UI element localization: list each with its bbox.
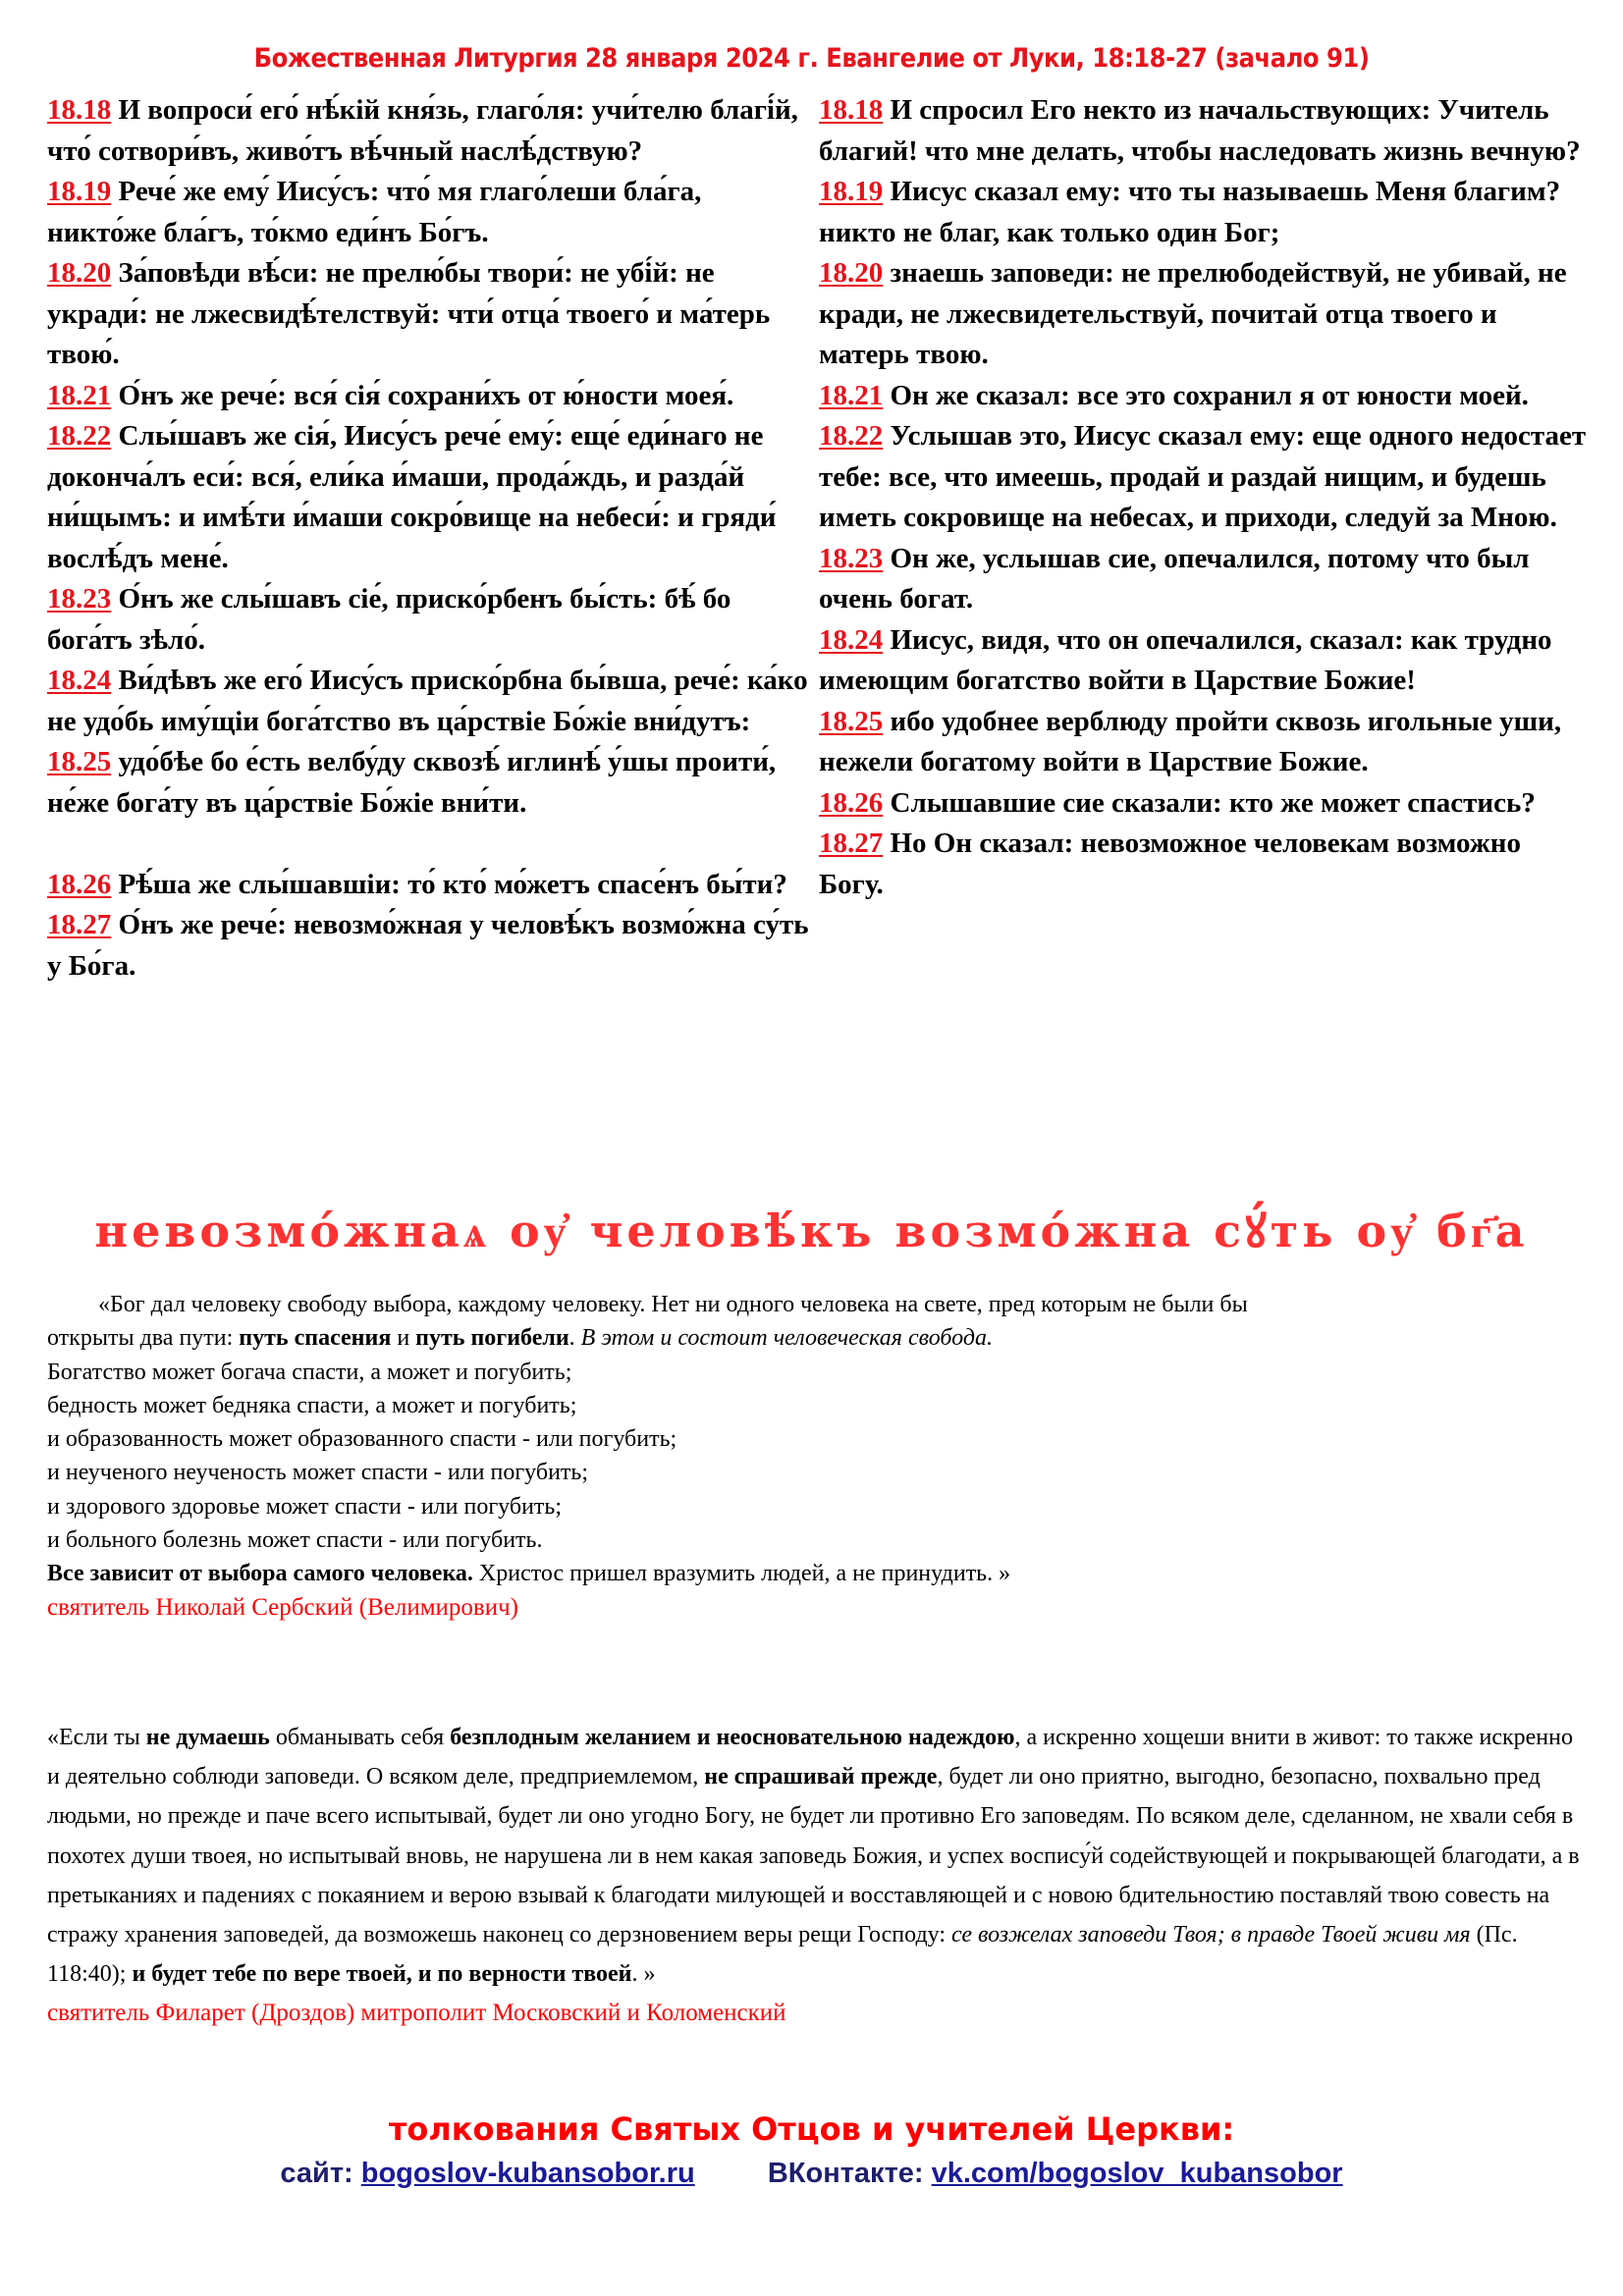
quote-bold: Все зависит от выбора самого человека. (47, 1561, 473, 1587)
verse-number[interactable]: 18.18 (47, 94, 112, 126)
quote-line: и больного болезнь может спасти - или погубить. (47, 1527, 543, 1554)
verse-number[interactable]: 18.26 (47, 868, 112, 900)
verse-cs-18-27 (47, 905, 809, 987)
verse-number[interactable]: 18.20 (819, 257, 884, 289)
verse-number[interactable]: 18.23 (47, 583, 112, 614)
quote-text: Христос пришел вразумить людей, а не принудить. » (472, 1561, 1011, 1587)
quote-text: . » (631, 1961, 656, 1988)
verse-text: Иисус, видя, что он опечалился, сказал: как трудно имеющим богатство войти в Царствие Божие! (819, 623, 1552, 696)
vk-link[interactable]: vk.com/bogoslov_kubansobor (931, 2158, 1343, 2189)
verse-ru-18-26 (819, 783, 1589, 825)
quote-author: святитель Филарет (Дроздов) митрополит Московский и Коломенский (47, 2000, 786, 2027)
verse-number[interactable]: 18.26 (819, 786, 884, 819)
quote-text: и (391, 1325, 416, 1352)
quote-bold: и будет тебе по вере твоей, и по верности твоей (132, 1961, 632, 1988)
verse-number[interactable]: 18.21 (819, 379, 884, 411)
russian-column (815, 90, 1589, 987)
verse-text: Рѣ́ша же слы́шавшіи: то́ кто́ мо́жетъ спасе́нъ бы́ти? (118, 868, 787, 900)
verse-ru-18-24 (819, 620, 1589, 702)
verse-number[interactable]: 18.27 (47, 909, 112, 940)
verse-text: О́нъ же слы́шавъ сіе́, приско́рбенъ бы́сть: бѣ́ бо бога́тъ зѣло́. (47, 583, 731, 656)
quote-bold: путь погибели (415, 1325, 569, 1352)
quote-nikolai-serbsky (47, 1288, 1589, 1625)
verse-number[interactable]: 18.21 (47, 379, 112, 411)
verse-text: Он же, услышав сие, опечалился, потому что был очень богат. (819, 542, 1530, 614)
verse-cs-18-19 (47, 172, 809, 253)
quote-text: , будет ли оно приятно, выгодно, безопасно, похвально пред людьми, но прежде и паче всего испытывай, будет ли оно угодно Богу, не будет ли противно Его заповедям. По всяком деле, сделанном, не хвали себя в похотех души твоея, но испытывай вновь, не нарушена ли в нем какая заповедь Божия, и успех воспису́й содействующей и покрывающей благодати, а в претыканиях и падениях с покаянием и верою взывай к благодати милующей и восставляющей и с новою бдительностию поставляй твою совесть на стражу хранения заповедей, да возможешь наконец со дерзновением веры рещи Господу: (47, 1764, 1580, 1949)
verse-number[interactable]: 18.25 (47, 746, 112, 777)
verse-text: Слышавшие сие сказали: кто же может спастись? (890, 786, 1536, 819)
verse-text: ибо удобнее верблюду пройти сквозь игольные уши, нежели богатому войти в Царствие Божие. (819, 705, 1562, 777)
verse-number[interactable]: 18.22 (819, 420, 884, 452)
verse-cs-18-21 (47, 376, 809, 417)
quote-bold: не думаешь (145, 1725, 270, 1750)
verse-number[interactable]: 18.25 (819, 705, 884, 737)
verse-number[interactable]: 18.27 (819, 828, 884, 859)
verse-text: Но Он сказал: невозможное человекам возможно Богу. (819, 828, 1522, 900)
verse-ru-18-25 (819, 702, 1589, 783)
verse-ru-18-22 (819, 416, 1589, 539)
verse-number[interactable]: 18.19 (819, 176, 884, 207)
blank-line (47, 824, 809, 865)
verse-number[interactable]: 18.19 (47, 176, 112, 207)
church-slavonic-column (47, 90, 815, 987)
verse-number[interactable]: 18.18 (819, 94, 884, 126)
verse-ru-18-23 (819, 539, 1589, 620)
quote-line: бедность может бедняка спасти, а может и погубить; (47, 1392, 577, 1418)
quote-line: «Бог дал человеку свободу выбора, каждому человеку. Нет ни одного человека на свете, пред которым не были бы (98, 1292, 1248, 1317)
verse-cs-18-18 (47, 90, 809, 172)
quote-text: «Если ты (47, 1725, 146, 1750)
quote-text: (Пс. 118:40); (47, 1922, 1518, 1988)
footer-title: толкования Святых Отцов и учителей Церкви: (388, 2110, 1235, 2148)
verse-text: Ви́дѣвъ же его́ Иису́съ приско́рбна бы́вша, рече́: ка́ко не удо́бь иму́щіи бога́тство въ ца́рствіе Бо́жіе вни́дутъ: (47, 665, 808, 737)
quote-line: Богатство может богача спасти, а может и погубить; (47, 1359, 572, 1385)
verse-number[interactable]: 18.24 (47, 665, 112, 696)
verse-cs-18-23 (47, 579, 809, 661)
verse-cs-18-22 (47, 416, 809, 579)
verse-text: И вопроси́ его́ нѣ́кій кня́зь, глаго́ля: учи́телю благі́й, что́ сотвори́въ, живо́тъ вѣ́чный наслѣ́дствую? (47, 94, 798, 167)
verse-text: Слы́шавъ же сія́, Иису́съ рече́ ему́: еще́ еди́наго не доконча́лъ еси́: вся́, ели́ка и́маши, прода́ждь, и разда́й ни́щымъ: и имѣ́ти и́маши сокро́вище на небеси́: и гряди́ вослѣ́дъ мене́. (47, 420, 777, 574)
quote-italic: В этом и состоит человеческая свобода. (580, 1325, 993, 1352)
verse-text: За́повѣди вѣ́си: не прелю́бы твори́: не убі́й: не укради́: не лжесвидѣ́телствуй: чти́ отца́ твоего́ и ма́терь твою́. (47, 257, 771, 370)
gospel-parallel-columns (47, 90, 1589, 987)
quote-bold: не спрашивай прежде (704, 1764, 938, 1790)
quote-bold: безплодным желанием и неосновательною надеждою (450, 1725, 1015, 1750)
verse-number[interactable]: 18.23 (819, 542, 884, 574)
footer-links (20, 2158, 1603, 2190)
verse-number[interactable]: 18.22 (47, 420, 112, 452)
quote-paragraph (47, 1718, 1589, 1994)
verse-text: знаешь заповеди: не прелюбодействуй, не убивай, не кради, не лжесвидетельствуй, почитай отца твоего и матерь твою. (819, 257, 1567, 370)
page-title: Божественная Литургия 28 января 2024 г. Евангелие от Луки, 18:18-27 (зачало 91) (253, 43, 1370, 74)
verse-ru-18-18 (819, 90, 1589, 172)
quote-text: открыты два пути: (47, 1325, 240, 1352)
quote-text: , а искренно хощеши внити в живот: то также искренно и деятельно соблюди заповеди. О всяком деле, предприемлемом, (47, 1725, 1573, 1790)
quote-text: . (568, 1325, 581, 1352)
verse-number[interactable]: 18.24 (819, 623, 884, 656)
verse-ru-18-19 (819, 172, 1589, 253)
verse-ru-18-20 (819, 253, 1589, 376)
verse-number[interactable]: 18.20 (47, 257, 112, 289)
verse-text: Рече́ же ему́ Иису́съ: что́ мя глаго́леши бла́га, никто́же бла́гъ, то́кмо еди́нъ Бо́гъ. (47, 176, 702, 248)
verse-text: Иисус сказал ему: что ты называешь Меня благим? никто не благ, как только один Бог; (819, 176, 1561, 248)
quote-author: святитель Николай Сербский (Велимирович) (47, 1593, 518, 1621)
verse-text: И спросил Его некто из начальствующих: Учитель благий! что мне делать, чтобы наследовать жизнь вечную? (819, 94, 1581, 167)
site-label: сайт: (280, 2158, 361, 2189)
quote-line: и здорового здоровье может спасти - или погубить; (47, 1493, 563, 1520)
verse-cs-18-25 (47, 742, 809, 824)
quote-line: и неученого неученость может спасти - или погубить; (47, 1460, 589, 1486)
verse-ru-18-21 (819, 376, 1589, 417)
verse-text: удо́бѣе бо е́сть велбу́ду сквозѣ́ иглинѣ́ у́шы проити́, не́же бога́ту въ ца́рствіе Бо́жіе вни́ти. (47, 746, 777, 819)
site-link[interactable]: bogoslov-kubansobor.ru (360, 2158, 695, 2189)
verse-text: О́нъ же рече́: вся́ сія́ сохрани́хъ от ю́ности моея́. (118, 379, 734, 411)
quote-line (47, 1557, 1589, 1590)
verse-cs-18-26 (47, 865, 809, 906)
quote-text: обманывать себя (269, 1725, 451, 1750)
verse-text: О́нъ же рече́: невозмо́жная у человѣ́къ возмо́жна су́ть у Бо́га. (47, 909, 809, 982)
verse-cs-18-24 (47, 661, 809, 742)
verse-text: Услышав это, Иисус сказал ему: еще одного недостает тебе: все, что имеешь, продай и раздай нищим, и будешь иметь сокровище на небесах, и приходи, следуй за Мною. (819, 420, 1587, 533)
quote-line: и образованность может образованного спасти - или погубить; (47, 1426, 677, 1453)
quote-line (47, 1321, 1589, 1355)
quote-italic: се возжелах заповеди Твоя; в правде Твоей живи мя (951, 1922, 1471, 1949)
quote-bold: путь спасения (239, 1325, 392, 1352)
verse-cs-18-20 (47, 253, 809, 376)
verse-ru-18-27 (819, 824, 1589, 905)
vk-label: ВКонтакте: (767, 2158, 932, 2189)
quote-filaret (47, 1718, 1589, 2034)
verse-text: Он же сказал: все это сохранил я от юности моей. (890, 379, 1529, 411)
slavonic-banner: невозмо́жнаѧ оу҆ человѣ́къ возмо́жна сꙋ́ть оу҆ бг҃а (94, 1204, 1529, 1257)
